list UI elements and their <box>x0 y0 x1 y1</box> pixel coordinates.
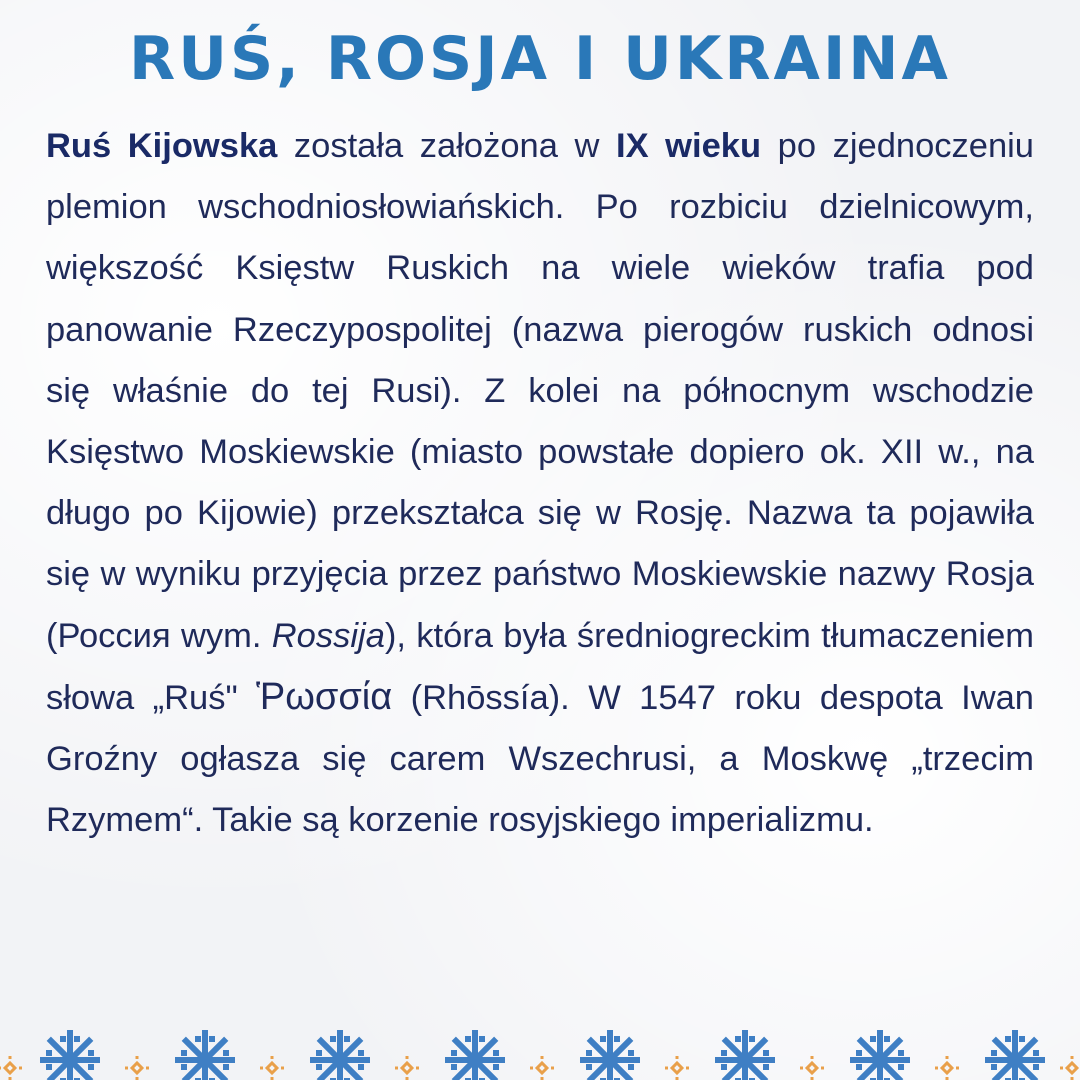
text-segment-1: została założona w <box>277 127 616 165</box>
greek-word: Ῥωσσία <box>256 675 393 718</box>
bold-rus-kijowska: Ruś Kijowska <box>46 127 278 165</box>
text-segment-4: (Rhōssía). W 1547 roku despota Iwan Groźny ogłasza się carem Wszechrusi, a Moskwę „trzecim Rzymem“. Takie są korzenie rosyjskiego imperializmu. <box>46 678 1034 840</box>
main-paragraph <box>46 116 1034 851</box>
embroidery-diamond-icon <box>0 1056 1080 1080</box>
text-segment-2: po zjednoczeniu plemion wschodniosłowiańskich. Po rozbiciu dzielnicowym, większość Księstw Ruskich na wiele wieków trafia pod panowanie Rzeczypospolitej (nazwa pierogów ruskich odnosi się właśnie do tej Rusi). Z kolei na północnym wschodzie Księstwo Moskiewskie (miasto powstałe dopiero ok. XII w., na długo po Kijowie) przekształca się w Rosję. Nazwa ta pojawiła się w wyniku przyjęcia przez państwo Moskiewskie nazwy Rosja (Россия wym. <box>46 127 1034 655</box>
italic-rossija: Rossija <box>271 616 385 655</box>
page-title: RUŚ, ROSJA I UKRAINA <box>129 24 951 94</box>
bold-ix-wieku: IX wieku <box>616 127 762 165</box>
text-segment-3: ), która była średniogreckim tłumaczeniem słowa „Ruś" <box>46 616 1034 717</box>
embroidery-border <box>0 1018 1080 1080</box>
